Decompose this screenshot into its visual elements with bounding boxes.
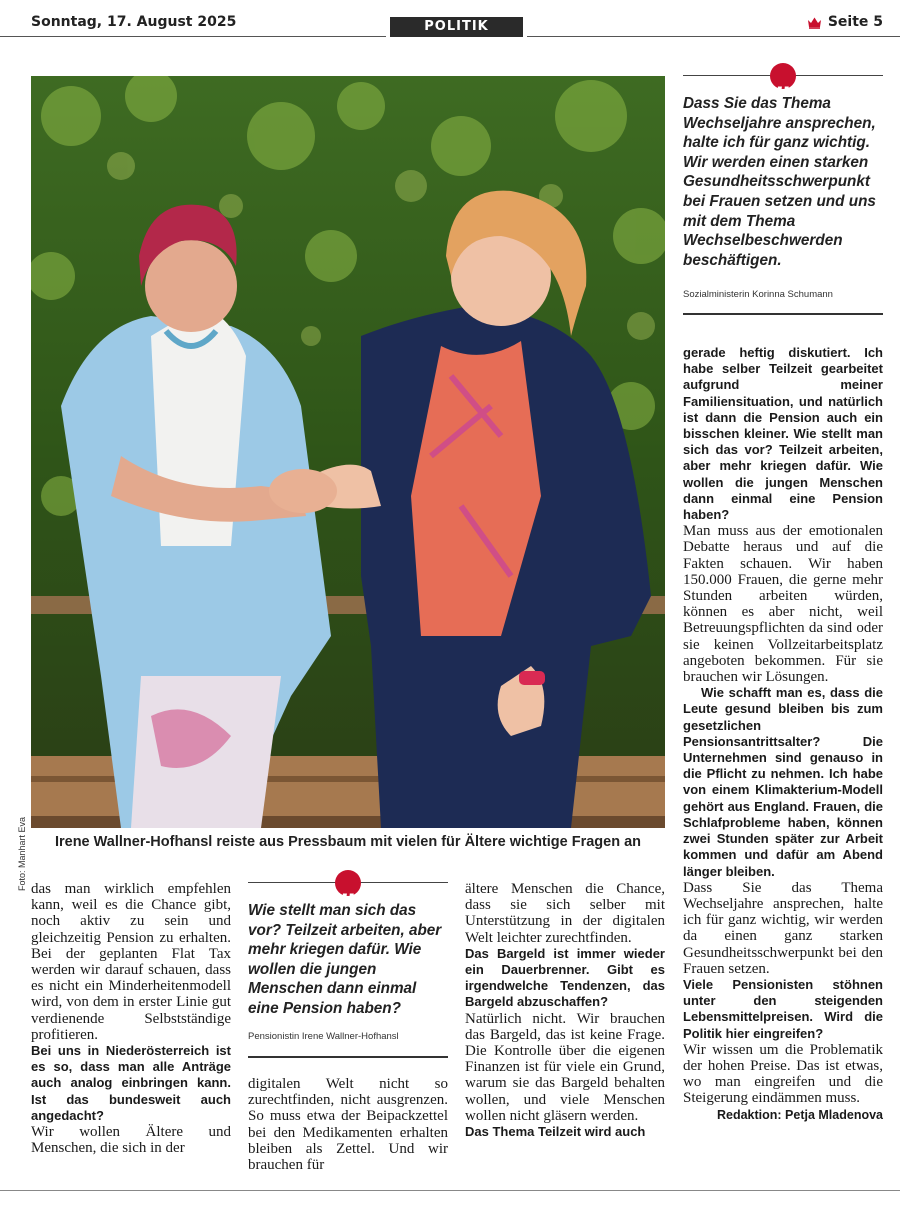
quote-source: Pensionistin Irene Wallner-Hofhansl (248, 1031, 399, 1042)
quote-text: Dass Sie das Thema Wechseljahre ansprechen, halte ich für ganz wichtig. Wir werden einen starken Gesundheitsschwerpunkt bei Frauen setzen und uns mit dem Thema Wechselbeschwerden beschäftigen. (683, 95, 876, 269)
quote-bottom-rule (683, 313, 883, 315)
footer-rule (0, 1190, 900, 1191)
article-photo (31, 76, 665, 828)
interview-question: Viele Pensionisten stöhnen unter den steigenden Lebensmittelpreisen. Wird die Politik hier eingreifen? (683, 976, 883, 1041)
body-paragraph: Wir wissen um die Problematik der hohen Preise. Das ist etwas, wo man eingreifen und die Steigerung eindämmen muss. (683, 1041, 883, 1107)
pull-quote-pensioner (248, 870, 448, 1060)
body-paragraph: das man wirklich empfehlen kann, weil es die Chance gibt, noch aktiv zu sein und gleichzeitig Pension zu erhalten. Bei der geplanten Flat Tax werden wir darauf schauen, dass es nicht ein Minderheitenmodell wird, von dem in erster Linie gut verdienende Selbstständige profitieren. (31, 881, 231, 1043)
body-paragraph: ältere Menschen die Chance, dass sie sich selber mit Unterstützung in der digitalen Welt leichter zurechtfinden. (465, 881, 665, 946)
body-paragraph: Man muss aus der emotionalen Debatte heraus und auf die Fakten schauen. Wir haben 150.000 Frauen, die gerne mehr Stunden arbeiten würden, können es aber nicht, weil Betreuungspflichten da sind oder sie keinen Vollzeitarbeitsplatz angeboten bekommen. Für sie brauchen wir Lösungen. (683, 523, 883, 686)
article-column-1 (31, 881, 231, 1156)
photo-caption: Irene Wallner-Hofhansl reiste aus Pressbaum mit vielen für Ältere wichtige Fragen an (54, 834, 642, 850)
quote-mark-icon: „ (770, 63, 796, 89)
crown-icon (807, 16, 822, 29)
quote-source: Sozialministerin Korinna Schumann (683, 289, 833, 300)
article-column-3 (465, 881, 665, 1140)
interview-question: Das Bargeld ist immer wieder ein Dauerbrenner. Gibt es irgendwelche Tendenzen, das Bargeld abzuschaffen? (465, 945, 665, 1010)
interview-question: Bei uns in Niederösterreich ist es so, dass man alle Anträge auch analog einbringen kann. Ist das bundesweit auch angedacht? (31, 1043, 231, 1123)
interview-question: Das Thema Teilzeit wird auch (465, 1124, 646, 1140)
interview-question: gerade heftig diskutiert. Ich habe selber Teilzeit gearbeitet aufgrund meiner Familiensituation, und natürlich ist dann die Pension auch ein bisschen kleiner. Wie stellt man sich das vor? Teilzeit arbeiten, aber mehr kriegen dafür. Wie wollen die jungen Menschen dann einmal eine Pension haben? (683, 345, 883, 523)
editor-credit: Redaktion: Petja Mladenova (716, 1107, 883, 1122)
quote-bottom-rule (248, 1056, 448, 1058)
interview-question: Wie schafft man es, dass die Leute gesund bleiben bis zum gesetzlichen Pensionsantrittsalter? Die Unternehmen sind genauso in die Pflicht zu nehmen. Ich habe von einem Klimakterium-Modell gehört aus England. Frauen, die Schlafprobleme haben, können zwei Stunden später zur Arbeit kommen und dafür am Abend länger bleiben. (683, 685, 883, 879)
section-label: POLITIK (390, 17, 523, 37)
quote-mark-icon: „ (335, 870, 361, 896)
photo-credit: Foto: Manhart Eva (17, 816, 27, 891)
body-paragraph: Dass Sie das Thema Wechseljahre ansprechen, halte ich für ganz wichtig, wir werden da einen ganz starken Gesundheitsschwerpunkt bei den Frauen setzen. (683, 879, 883, 977)
page-number (807, 14, 883, 30)
quote-text: Wie stellt man sich das vor? Teilzeit arbeiten, aber mehr kriegen dafür. Wie wollen die jungen Menschen dann einmal eine Pension haben? (248, 902, 442, 1017)
article-column-4 (683, 345, 883, 1123)
header-rule-left (0, 36, 386, 37)
article-column-2 (248, 1076, 448, 1173)
issue-date: Sonntag, 17. August 2025 (31, 14, 237, 30)
body-paragraph: digitalen Welt nicht so zurechtfinden, nicht ausgrenzen. So muss etwa der Beipackzettel bei den Medikamenten erhalten bleiben als Zettel. Und wir brauchen für (248, 1076, 448, 1174)
page-number-text: Seite 5 (827, 14, 883, 30)
body-paragraph: Natürlich nicht. Wir brauchen das Bargeld, das ist keine Frage. Die Kontrolle über die eigenen Finanzen ist für viele ein Grund, warum sie das Bargeld behalten wollen, und viele Menschen wollen nicht gläsern werden. (465, 1010, 665, 1124)
header-rule-right (527, 36, 900, 37)
body-paragraph: Wir wollen Ältere und Menschen, die sich in der (31, 1124, 231, 1157)
pull-quote-minister (683, 63, 883, 316)
